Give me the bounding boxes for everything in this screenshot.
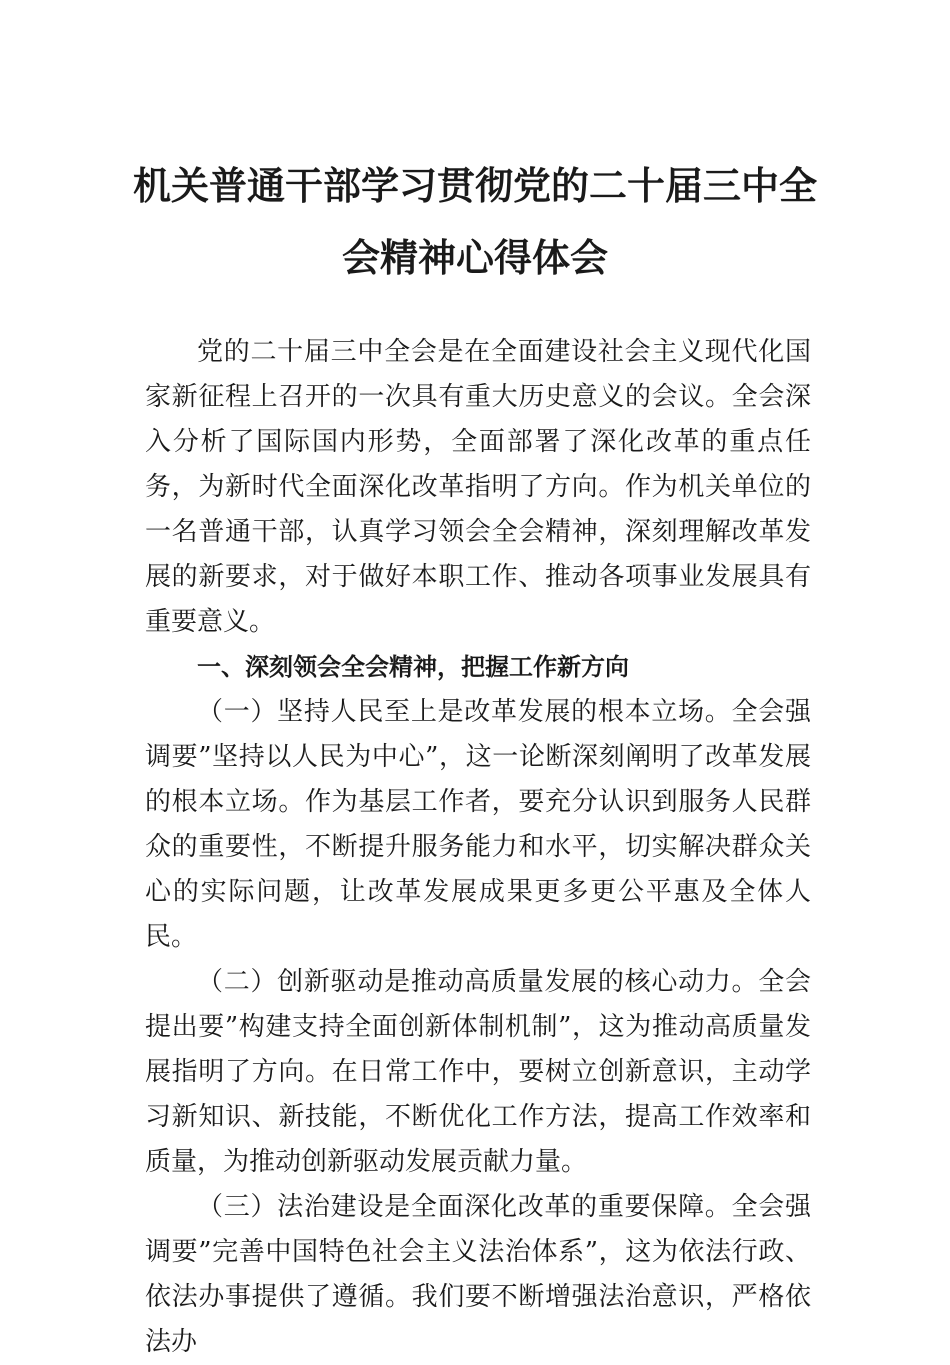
document-title bbox=[100, 150, 850, 294]
body-paragraph-1: （一）坚持人民至上是改革发展的根本立场。全会强调要”坚持以人民为中心”，这一论断深刻阐明了改革发展的根本立场。作为基层工作者，要充分认识到服务人民群众的重要性，不断提升服务能力和水平，切实解决群众关心的实际问题，让改革发展成果更多更公平惠及全体人民。 bbox=[145, 697, 811, 952]
body-paragraph-3: （三）法治建设是全面深化改革的重要保障。全会强调要”完善中国特色社会主义法治体系”，这为依法行政、依法办事提供了遵循。我们要不断增强法治意识，严格依法办 bbox=[145, 1192, 811, 1357]
body-paragraph-2: （二）创新驱动是推动高质量发展的核心动力。全会提出要”构建支持全面创新体制机制”，这为推动高质量发展指明了方向。在日常工作中，要树立创新意识，主动学习新知识、新技能，不断优化工作方法，提高工作效率和质量，为推动创新驱动发展贡献力量。 bbox=[145, 967, 811, 1177]
section-heading: 一、深刻领会全会精神，把握工作新方向 bbox=[197, 653, 629, 681]
intro-paragraph: 党的二十届三中全会是在全面建设社会主义现代化国家新征程上召开的一次具有重大历史意义的会议。全会深入分析了国际国内形势，全面部署了深化改革的重点任务，为新时代全面深化改革指明了方向。作为机关单位的一名普通干部，认真学习领会全会精神，深刻理解改革发展的新要求，对于做好本职工作、推动各项事业发展具有重要意义。 bbox=[145, 337, 811, 637]
title-line-2: 会精神心得体会 bbox=[341, 235, 608, 280]
document-body bbox=[145, 330, 811, 1365]
title-line-1: 机关普通干部学习贯彻党的二十届三中全 bbox=[132, 163, 817, 208]
